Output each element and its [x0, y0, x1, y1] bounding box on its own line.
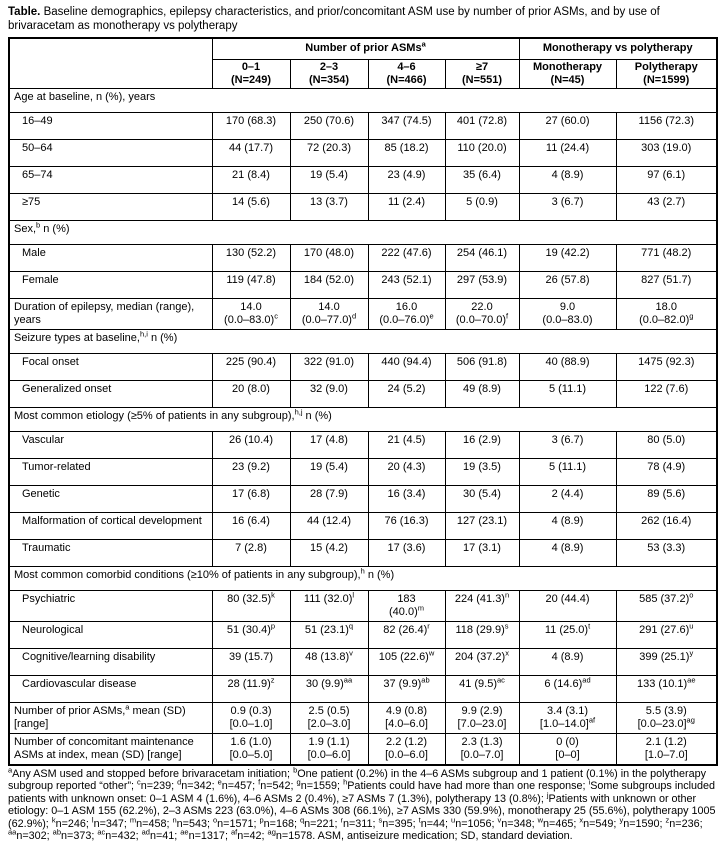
table-cell: 19 (42.2): [519, 244, 616, 271]
table-cell: 1.6 (1.0) [0.0–5.0]: [212, 733, 290, 765]
table-cell: 11 $(25.0)^t$: [519, 621, 616, 648]
table-cell: 297 (53.9): [445, 271, 519, 298]
table-row: [9, 621, 717, 648]
table-row: [9, 675, 717, 702]
table-cell: 51 $(30.4)^p$: [212, 621, 290, 648]
table-cell: 3 (6.7): [519, 431, 616, 458]
row-label: Male: [9, 244, 212, 271]
column-group-header: Monotherapy vs polytherapy: [519, 38, 717, 59]
table-row: [9, 702, 717, 733]
table-cell: 19 (5.4): [290, 166, 368, 193]
table-cell: 5.5 (3.9) $[0.0-23.0]^{ag}$: [616, 702, 717, 733]
table-cell: 76 (16.3): [368, 512, 445, 539]
row-label: Focal onset: [9, 353, 212, 380]
row-label: 16–49: [9, 112, 212, 139]
table-cell: 827 (51.7): [616, 271, 717, 298]
table-cell: 506 (91.8): [445, 353, 519, 380]
column-header: ≥7 (N=551): [445, 59, 519, 88]
table-row: [9, 271, 717, 298]
table-cell: 2.1 (1.2) [1.0–7.0]: [616, 733, 717, 765]
section-header-row: [9, 566, 717, 590]
table-cell: 17 (3.6): [368, 539, 445, 566]
table-cell: 97 (6.1): [616, 166, 717, 193]
table-cell: 32 (9.0): [290, 380, 368, 407]
table-row: [9, 112, 717, 139]
row-label: Neurological: [9, 621, 212, 648]
table-cell: 4.9 (0.8) [4.0–6.0]: [368, 702, 445, 733]
section-header: Most common etiology (≥5% of patients in any subgroup),$^{h,j}$ n (%): [9, 407, 717, 431]
section-header: Sex,$^b$ n (%): [9, 220, 717, 244]
table-cell: 26 (10.4): [212, 431, 290, 458]
row-label: Genetic: [9, 485, 212, 512]
table-row: [9, 648, 717, 675]
table-row: [9, 590, 717, 621]
table-cell: 1156 (72.3): [616, 112, 717, 139]
table-cell: 15 (4.2): [290, 539, 368, 566]
table-cell: 4 (8.9): [519, 166, 616, 193]
table-cell: 254 (46.1): [445, 244, 519, 271]
table-cell: 21 (4.5): [368, 431, 445, 458]
table-cell: 119 (47.8): [212, 271, 290, 298]
table-row: [9, 512, 717, 539]
table-row: [9, 733, 717, 765]
table-cell: 24 (5.2): [368, 380, 445, 407]
table-cell: 5 (11.1): [519, 380, 616, 407]
table-cell: 18.0 $(0.0-82.0)^g$: [616, 298, 717, 329]
table-cell: 204 $(37.2)^x$: [445, 648, 519, 675]
table-cell: 2 (4.4): [519, 485, 616, 512]
table-cell: 20 (4.3): [368, 458, 445, 485]
table-cell: 183 $(40.0)^m$: [368, 590, 445, 621]
table-cell: 243 (52.1): [368, 271, 445, 298]
table-cell: 4 (8.9): [519, 512, 616, 539]
table-title-text: Baseline demographics, epilepsy characteristics, and prior/concomitant ASM use by number of prior ASMs, and by use of brivaracetam as monotherapy vs polytherapy: [8, 6, 660, 32]
row-label: Traumatic: [9, 539, 212, 566]
table-cell: 222 (47.6): [368, 244, 445, 271]
table-cell: 26 (57.8): [519, 271, 616, 298]
table-cell: 43 (2.7): [616, 193, 717, 220]
table-row: [9, 298, 717, 329]
table-row: [9, 166, 717, 193]
section-header-row: [9, 407, 717, 431]
row-label: Malformation of cortical development: [9, 512, 212, 539]
table-cell: 224 $(41.3)^n$: [445, 590, 519, 621]
table-cell: 9.9 (2.9) [7.0–23.0]: [445, 702, 519, 733]
table-title-prefix: Table.: [8, 6, 41, 18]
table-cell: 14 (5.6): [212, 193, 290, 220]
table-cell: 21 (8.4): [212, 166, 290, 193]
row-label: Vascular: [9, 431, 212, 458]
table-cell: 20 (44.4): [519, 590, 616, 621]
section-header-row: [9, 220, 717, 244]
table-cell: 80 (5.0): [616, 431, 717, 458]
table-cell: 5 (0.9): [445, 193, 519, 220]
row-label: 65–74: [9, 166, 212, 193]
row-label: Cardiovascular disease: [9, 675, 212, 702]
section-header: Age at baseline, n (%), years: [9, 88, 717, 112]
baseline-demographics-table: [8, 37, 718, 766]
table-cell: 6 $(14.6)^{ad}$: [519, 675, 616, 702]
table-cell: 3 (6.7): [519, 193, 616, 220]
table-cell: 250 (70.6): [290, 112, 368, 139]
table-cell: 37 $(9.9)^{ab}$: [368, 675, 445, 702]
column-header: Polytherapy (N=1599): [616, 59, 717, 88]
row-label: Female: [9, 271, 212, 298]
table-cell: 17 (6.8): [212, 485, 290, 512]
table-cell: 303 (19.0): [616, 139, 717, 166]
row-label: Generalized onset: [9, 380, 212, 407]
table-cell: 2.5 (0.5) [2.0–3.0]: [290, 702, 368, 733]
row-label: 50–64: [9, 139, 212, 166]
table-cell: 14.0 $(0.0-83.0)^c$: [212, 298, 290, 329]
table-cell: 22.0 $(0.0-70.0)^f$: [445, 298, 519, 329]
table-cell: 7 (2.8): [212, 539, 290, 566]
table-cell: 105 $(22.6)^w$: [368, 648, 445, 675]
table-cell: 4 (8.9): [519, 648, 616, 675]
table-cell: 2.2 (1.2) [0.0–6.0]: [368, 733, 445, 765]
section-header-row: [9, 88, 717, 112]
table-row: [9, 139, 717, 166]
table-cell: 28 $(11.9)^z$: [212, 675, 290, 702]
table-cell: 401 (72.8): [445, 112, 519, 139]
table-cell: 440 (94.4): [368, 353, 445, 380]
table-cell: 51 $(23.1)^q$: [290, 621, 368, 648]
table-cell: 85 (18.2): [368, 139, 445, 166]
table-cell: 19 (5.4): [290, 458, 368, 485]
section-header: Seizure types at baseline,$^{h,i}$ n (%): [9, 329, 717, 353]
table-cell: 48 $(13.8)^v$: [290, 648, 368, 675]
table-cell: 44 (12.4): [290, 512, 368, 539]
table-cell: 49 (8.9): [445, 380, 519, 407]
column-header: 4–6 (N=466): [368, 59, 445, 88]
table-cell: 17 (4.8): [290, 431, 368, 458]
table-cell: 170 (48.0): [290, 244, 368, 271]
table-cell: 133 $(10.1)^{ae}$: [616, 675, 717, 702]
table-row: [9, 431, 717, 458]
row-label: Duration of epilepsy, median (range), years: [9, 298, 212, 329]
row-label: Tumor-related: [9, 458, 212, 485]
table-row: [9, 193, 717, 220]
table-cell: 2.3 (1.3) [0.0–7.0]: [445, 733, 519, 765]
table-cell: 13 (3.7): [290, 193, 368, 220]
column-header: 2–3 (N=354): [290, 59, 368, 88]
table-cell: 225 (90.4): [212, 353, 290, 380]
table-cell: 0.9 (0.3) [0.0–1.0]: [212, 702, 290, 733]
table-cell: 771 (48.2): [616, 244, 717, 271]
table-cell: 184 (52.0): [290, 271, 368, 298]
table-cell: 28 (7.9): [290, 485, 368, 512]
table-cell: 89 (5.6): [616, 485, 717, 512]
table-cell: 30 (5.4): [445, 485, 519, 512]
table-cell: 19 (3.5): [445, 458, 519, 485]
table-cell: 291 $(27.6)^u$: [616, 621, 717, 648]
table-cell: 1475 (92.3): [616, 353, 717, 380]
table-cell: 4 (8.9): [519, 539, 616, 566]
table-cell: 3.4 (3.1) $[1.0-14.0]^{af}$: [519, 702, 616, 733]
footnotes: $^a$Any ASM used and stopped before brivaracetam initiation; $^b$One patient (0.2%) in the 4–6 ASMs subgroup and 1 patient (0.1%) in the polytherapy subgroup reported “other”; $^c$n=239; $^d$n=342; $^e$n=457; $^f$n=542; $^g$n=1559; $^h$Patients could have had more than one response; $^i$Some subgroups included patients with unknown onset: 0–1 ASM 4 (1.6%), 4–6 ASMs 2 (0.4%), ≥7 ASMs 7 (1.3%), polytherapy 13 (0.8%); $^j$Patients with unknown or other etiology: 0–1 ASM 155 (62.2%), 2–3 ASMs 223 (63.0%), 4–6 ASMs 308 (66.1%), ≥7 ASMs 330 (59.9%), monotherapy 25 (55.6%), polytherapy 1005 (62.9%); $^k$n=246; $^l$n=347; $^m$n=458; $^n$n=543; $^o$n=1571; $^p$n=168; $^q$n=221; $^r$n=311; $^s$n=395; $^t$n=44; $^u$n=1056; $^v$n=348; $^w$n=465; $^x$n=549; $^y$n=1590; $^z$n=236; $^{aa}$n=302; $^{ab}$n=373; $^{ac}$n=432; $^{ad}$n=41; $^{ae}$n=1317; $^{af}$n=42; $^{ag}$n=1578. ASM, antiseizure medication; SD, standard deviation.: [8, 764, 716, 843]
table-row: [9, 485, 717, 512]
table-cell: 322 (91.0): [290, 353, 368, 380]
table-cell: 262 (16.4): [616, 512, 717, 539]
table-cell: 11 (2.4): [368, 193, 445, 220]
table-cell: 9.0 (0.0–83.0): [519, 298, 616, 329]
table-cell: 347 (74.5): [368, 112, 445, 139]
column-group-header: Number of prior ASMs$^a$: [212, 38, 519, 59]
table-cell: 118 $(29.9)^s$: [445, 621, 519, 648]
table-cell: 35 (6.4): [445, 166, 519, 193]
table-cell: 14.0 $(0.0-77.0)^d$: [290, 298, 368, 329]
table-cell: 44 (17.7): [212, 139, 290, 166]
table-row: [9, 539, 717, 566]
section-header: Most common comorbid conditions (≥10% of patients in any subgroup),$^h$ n (%): [9, 566, 717, 590]
table-cell: 122 (7.6): [616, 380, 717, 407]
row-label-column-stub: [9, 38, 212, 88]
table-cell: 585 $(37.2)^o$: [616, 590, 717, 621]
column-header: 0–1 (N=249): [212, 59, 290, 88]
table-cell: 27 (60.0): [519, 112, 616, 139]
table-row: [9, 458, 717, 485]
table-body: [9, 88, 717, 765]
table-cell: 82 $(26.4)^r$: [368, 621, 445, 648]
table-title: [8, 5, 716, 33]
column-header: Monotherapy (N=45): [519, 59, 616, 88]
table-cell: 39 (15.7): [212, 648, 290, 675]
table-cell: 40 (88.9): [519, 353, 616, 380]
table-cell: 111 $(32.0)^l$: [290, 590, 368, 621]
table-cell: 1.9 (1.1) [0.0–6.0]: [290, 733, 368, 765]
table-cell: 127 (23.1): [445, 512, 519, 539]
table-cell: 11 (24.4): [519, 139, 616, 166]
table-cell: 110 (20.0): [445, 139, 519, 166]
table-cell: 399 $(25.1)^y$: [616, 648, 717, 675]
table-cell: 41 $(9.5)^{ac}$: [445, 675, 519, 702]
table-row: [9, 380, 717, 407]
table-cell: 20 (8.0): [212, 380, 290, 407]
table-cell: 16 (3.4): [368, 485, 445, 512]
table-cell: 30 $(9.9)^{aa}$: [290, 675, 368, 702]
section-header-row: [9, 329, 717, 353]
row-label: Cognitive/learning disability: [9, 648, 212, 675]
table-cell: 23 (9.2): [212, 458, 290, 485]
table-cell: 78 (4.9): [616, 458, 717, 485]
table-cell: 130 (52.2): [212, 244, 290, 271]
table-cell: 16.0 $(0.0-76.0)^e$: [368, 298, 445, 329]
row-label: Number of prior ASMs,$^a$ mean (SD) [range]: [9, 702, 212, 733]
table-cell: 5 (11.1): [519, 458, 616, 485]
table-row: [9, 353, 717, 380]
table-cell: 170 (68.3): [212, 112, 290, 139]
row-label: Psychiatric: [9, 590, 212, 621]
table-cell: 53 (3.3): [616, 539, 717, 566]
table-cell: 80 $(32.5)^k$: [212, 590, 290, 621]
table-cell: 17 (3.1): [445, 539, 519, 566]
table-cell: 0 (0) [0–0]: [519, 733, 616, 765]
table-cell: 72 (20.3): [290, 139, 368, 166]
row-label: ≥75: [9, 193, 212, 220]
table-row: [9, 244, 717, 271]
table-cell: 16 (6.4): [212, 512, 290, 539]
table-cell: 16 (2.9): [445, 431, 519, 458]
table-cell: 23 (4.9): [368, 166, 445, 193]
table-header: [9, 38, 717, 88]
row-label: Number of concomitant maintenance ASMs at index, mean (SD) [range]: [9, 733, 212, 765]
